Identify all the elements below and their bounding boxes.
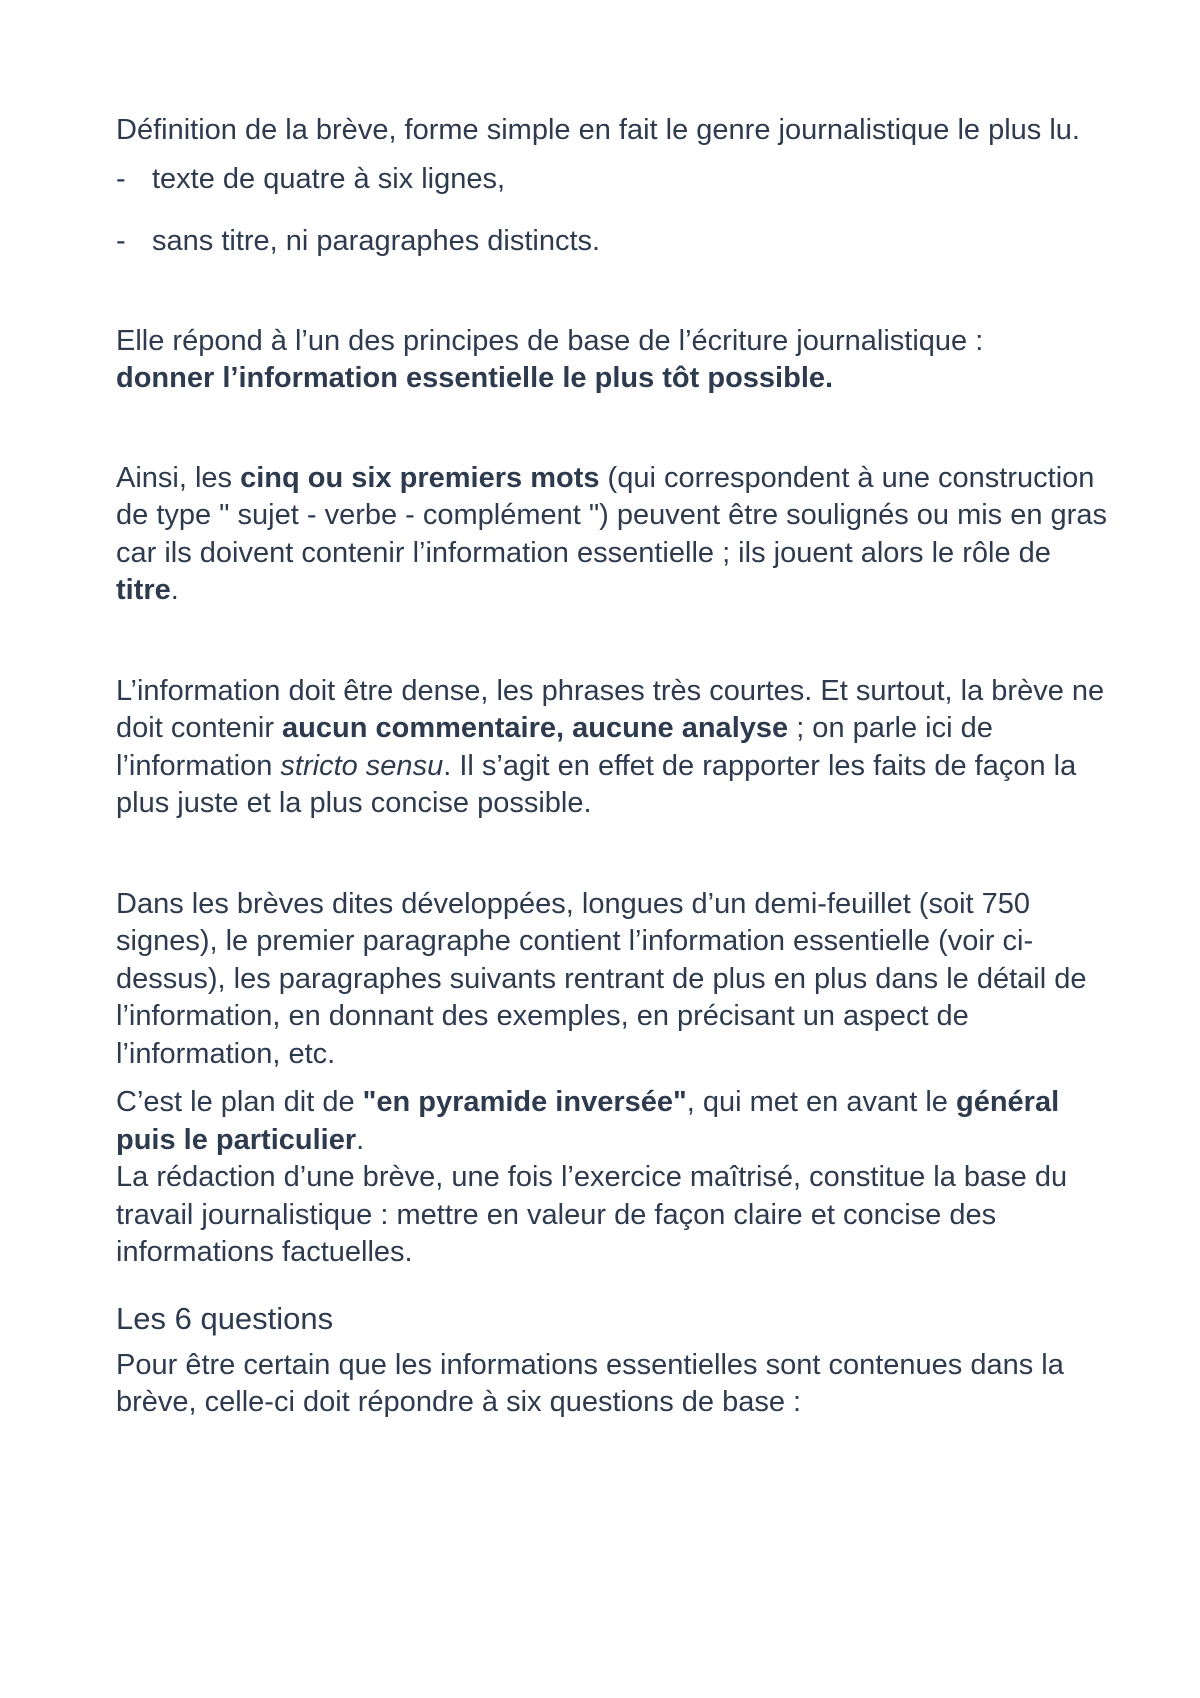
density-paragraph [116,673,1116,823]
bold-run: titre [116,574,171,606]
bold-run: cinq ou six premiers mots [240,461,600,494]
text-run: . [170,574,179,606]
text-run: L’information doit être dense, les phrases très courtes. Et surtout, la brève ne doit contenir [116,674,1105,744]
list-item-text: texte de quatre à six lignes, [152,162,506,195]
bold-run: aucun commentaire, aucune analyse [282,712,789,744]
principle-text: Elle répond à l’un des principes de base de l’écriture journalistique : [116,324,984,357]
principle-bold: donner l’information essentielle le plus tôt possible. [116,362,834,394]
principle-paragraph [116,323,1116,398]
first-words-paragraph [116,460,1116,610]
list-item-text: sans titre, ni paragraphes distincts. [152,225,601,257]
questions-paragraph: Pour être certain que les informations essentielles sont contenues dans la brève, celle-ci doit répondre à six questions de base : [116,1348,1064,1418]
text-run: (qui correspondent à une construction de type " sujet - verbe - complément ") peuvent être soulignés ou mis en gras car ils doivent contenir l’information essentielle ; ils jouent alors le rôle de [116,461,1107,569]
list-item [116,161,1116,199]
bullet-dash: - [116,162,126,195]
intro-paragraph: Définition de la brève, forme simple en fait le genre journalistique le plus lu. [116,114,1080,146]
italic-run: stricto sensu [280,749,444,782]
text-run: Ainsi, les [116,461,241,494]
section-heading: Les 6 questions [116,1300,334,1336]
text-run: C’est le plan dit de [116,1086,363,1118]
bold-run: "en pyramide inversée" [362,1086,687,1118]
text-run: ; on parle ici de l’information [116,712,993,782]
pyramid-paragraph [116,1084,1116,1272]
developed-briefs-paragraph: Dans les brèves dites développées, longues d’un demi-feuillet (soit 750 signes), le premier paragraphe contient l’information essentielle (voir ci-dessus), les paragraphes suivants rentrant de plus en plus dans le détail de l’information, en donnant des exemples, en précisant un aspect de l’information, etc. [116,887,1087,1070]
text-run: La rédaction d’une brève, une fois l’exercice maîtrisé, constitue la base du travail journalistique : mettre en valeur de façon claire et concise des informations factuelles. [116,1161,1068,1268]
document-page [116,112,1116,1422]
text-run: , qui met en avant le [686,1086,956,1118]
list-item [116,223,1116,261]
bold-run: général puis le particulier [116,1086,1060,1156]
text-run: . [356,1123,365,1156]
bullet-dash: - [116,225,126,257]
text-run: . Il s’agit en effet de rapporter les faits de façon la plus juste et la plus concise possible. [116,749,1077,819]
